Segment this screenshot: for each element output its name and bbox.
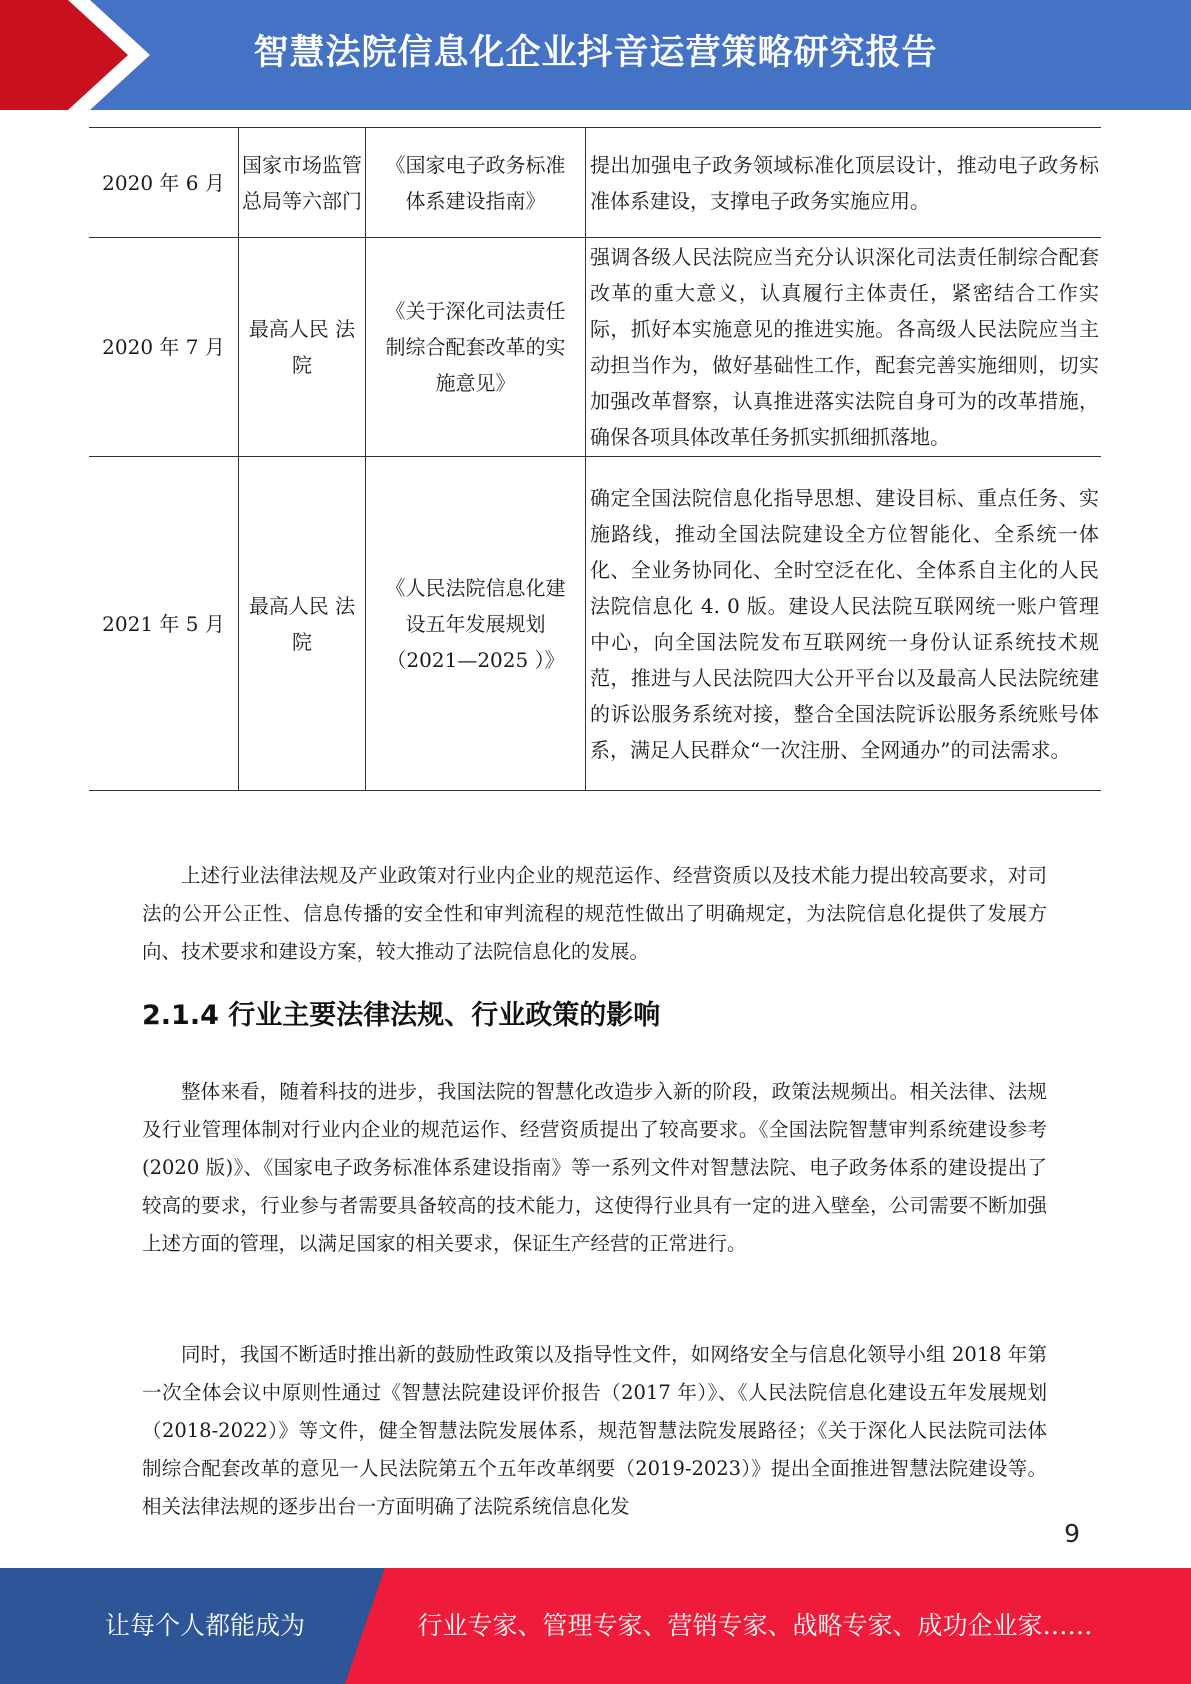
body-paragraph: 同时，我国不断适时推出新的鼓励性政策以及指导性文件，如网络安全与信息化领导小组 2018 年第一次全体会议中原则性通过《智慧法院建设评价报告（2017 年）》、《人民法院信息化建设五年发展规划（2018-2022）》等文件，健全智慧法院发展体系，规范智慧法院发展路径；《关于深化人民法院司法体制综合配套改革的意见一人民法院第五个五年改革纲要（2019-2023）》提出全面推进智慧法院建设等。相关法律法规的逐步出台一方面明确了法院系统信息化发 [142,1343,1047,1518]
policy-description: 强调各级人民法院应当充分认识深化司法责任制综合配套改革的重大意义，认真履行主体责任，紧密结合工作实际，抓好本实施意见的推进实施。各高级人民法院应当主动担当作为，做好基础性工作，配套完善实施细则，切实加强改革督察，认真推进落实法院自身可为的改革措施，确保各项具体改革任务抓实抓细抓落地。 [586,238,1102,457]
policy-date: 2020 年 7 月 [89,238,239,457]
section-heading: 2.1.4 行业主要法律法规、行业政策的影响 [142,1000,661,1031]
policy-issuer: 国家市场监管总局等六部门 [239,128,366,238]
policy-document: 《关于深化司法责任制综合配套改革的实施意见》 [366,238,586,457]
policy-description: 确定全国法院信息化指导思想、建设目标、重点任务、实施路线，推动全国法院建设全方位智能化、全系统一体化、全业务协同化、全时空泛在化、全体系自主化的人民法院信息化 4. 0 版。建设人民法院互联网统一账户管理中心，向全国法院发布互联网统一身份认证系统技术规范，推进与人民法院四大公开平台以及最高人民法院统建的诉讼服务系统对接，整合全国法院诉讼服务系统账号体系，满足人民群众“一次注册、全网通办”的司法需求。 [586,457,1102,791]
footer-slogan-lead: 让每个人都能成为 [104,1611,305,1640]
table-row [89,457,1101,791]
policy-date: 2021 年 5 月 [89,457,239,791]
policy-description: 提出加强电子政务领域标准化顶层设计，推动电子政务标准体系建设，支撑电子政务实施应用。 [586,128,1102,238]
table-row [89,238,1101,457]
policy-issuer: 最高人民 法院 [239,238,366,457]
policy-document: 《国家电子政务标准体系建设指南》 [366,128,586,238]
report-title: 智慧法院信息化企业抖音运营策略研究报告 [253,33,938,73]
table-row [89,128,1101,238]
header-arrow-decoration [0,0,150,110]
policy-date: 2020 年 6 月 [89,128,239,238]
policy-document: 《人民法院信息化建设五年发展规划（2021—2025 ）》 [366,457,586,791]
body-paragraph: 上述行业法律法规及产业政策对行业内企业的规范运作、经营资质以及技术能力提出较高要求，对司法的公开公正性、信息传播的安全性和审判流程的规范性做出了明确规定，为法院信息化提供了发展方向、技术要求和建设方案，较大推动了法院信息化的发展。 [142,864,1047,963]
page-header [0,0,1191,110]
footer-slogan-roles: 行业专家、管理专家、营销专家、战略专家、成功企业家…… [417,1611,1093,1640]
policy-issuer: 最高人民 法院 [239,457,366,791]
page-footer [0,1568,1191,1684]
policy-table [89,127,1101,791]
page-number: 9 [1064,1519,1080,1548]
body-paragraph: 整体来看，随着科技的进步，我国法院的智慧化改造步入新的阶段，政策法规频出。相关法律、法规及行业管理体制对行业内企业的规范运作、经营资质提出了较高要求。《全国法院智慧审判系统建设参考(2020 版)》、《国家电子政务标准体系建设指南》等一系列文件对智慧法院、电子政务体系的建设提出了较高的要求，行业参与者需要具备较高的技术能力，这使得行业具有一定的进入壁垒，公司需要不断加强上述方面的管理，以满足国家的相关要求，保证生产经营的正常进行。 [142,1080,1047,1255]
